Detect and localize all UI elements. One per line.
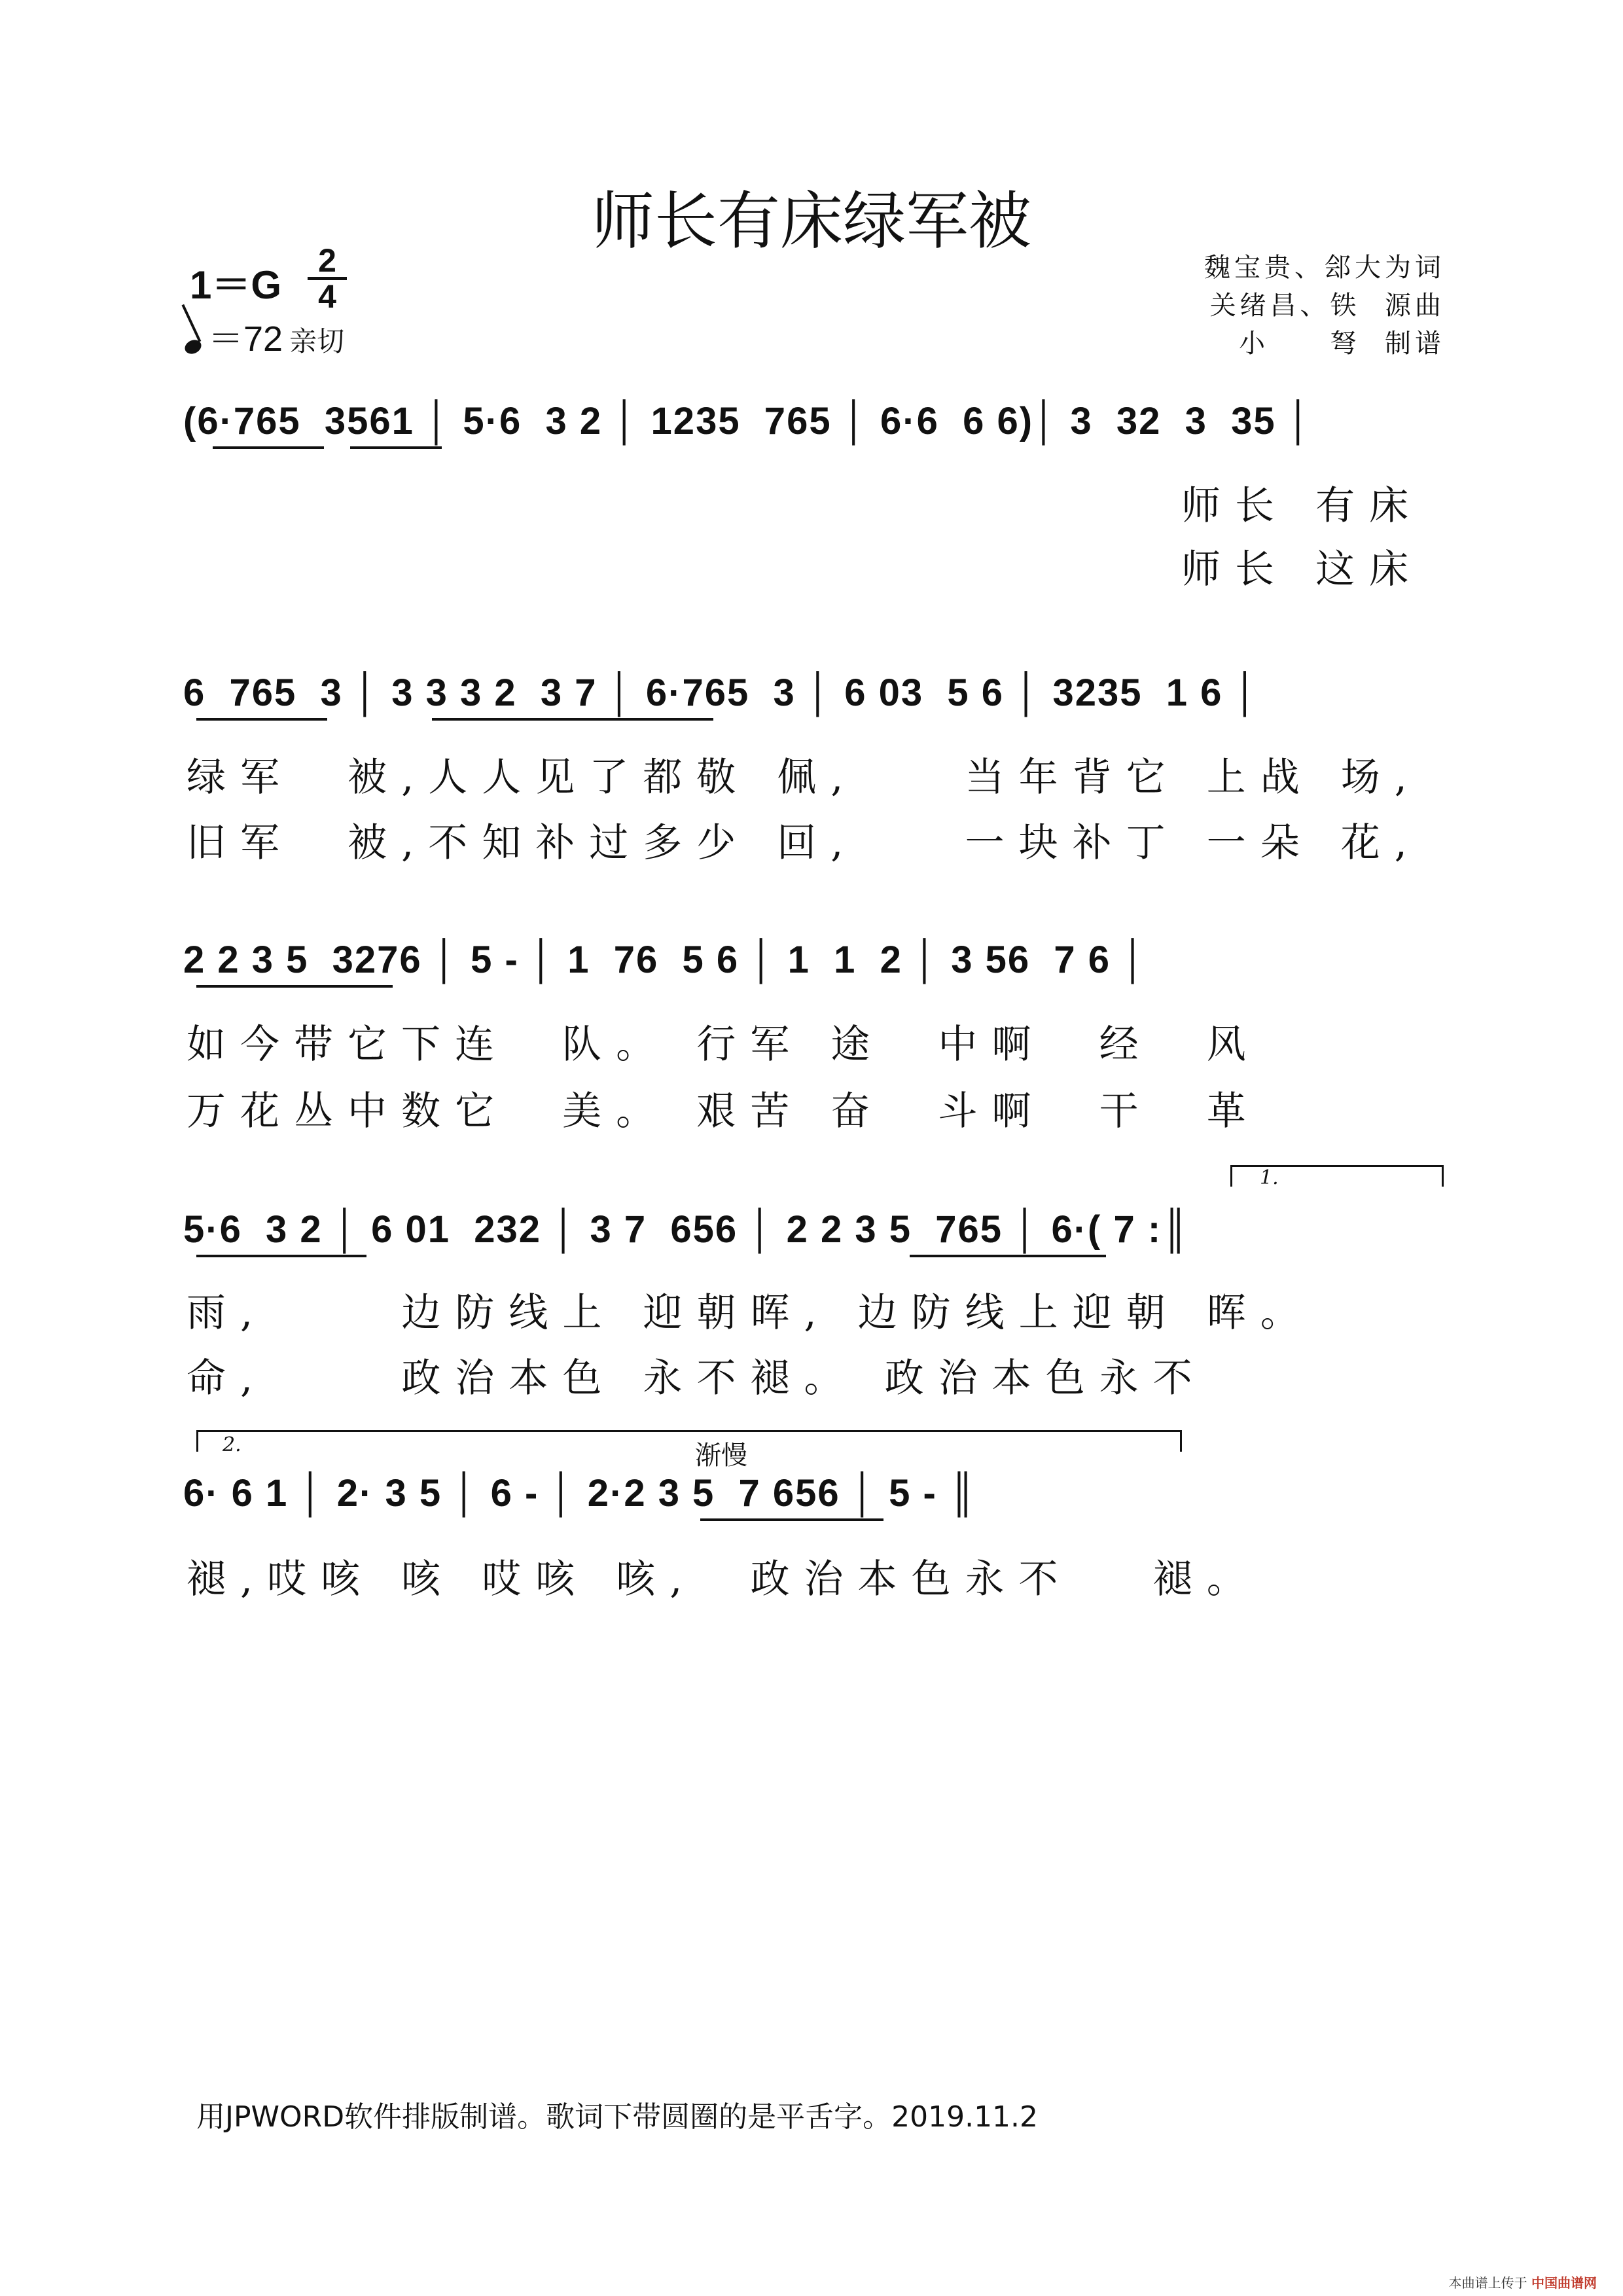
- credit-lyricist: 魏宝贵、郐大为词: [1204, 253, 1445, 283]
- lyric-line-3b: 万花丛中数它 美。 艰苦 奋 斗啊 干 革: [187, 1088, 1260, 1134]
- lyric-line-4b: 命, 政治本色 永不褪。 政治本色永不: [187, 1355, 1207, 1401]
- lyric-line-5: 褪,哎咳 咳 哎咳 咳, 政治本色永不 褪。: [187, 1556, 1260, 1602]
- tempo-marking: [185, 311, 344, 361]
- credit-arranger: 小 弩 制谱: [1238, 329, 1445, 359]
- credit-composer: 关绪昌、铁 源曲: [1209, 291, 1445, 321]
- lyric-line-2b: 旧军 被,不知补过多少 回, 一块补丁 一朵 花,: [187, 820, 1421, 866]
- beam-underline: [196, 985, 393, 988]
- site-logo: 中国曲谱网: [1531, 2275, 1597, 2291]
- tempo-mood: 亲切: [289, 326, 345, 357]
- beam-underline: [432, 718, 713, 721]
- score-line-3: 2 2 3 5 3276 │ 5 - │ 1 76 5 6 │ 1 1 2 │ 3 56 7 6 │: [183, 939, 1148, 981]
- score-line-1: (6·765 3561 │ 5·6 3 2 │ 1235 765 │ 6·6 6 6)│ 3 32 3 35 │: [183, 400, 1313, 442]
- lyric-line-1b: 师长 这床: [1181, 547, 1423, 592]
- upload-prefix: 本曲谱上传于: [1448, 2275, 1527, 2291]
- tempo-value: ＝72: [208, 319, 283, 359]
- volta-1-bracket: [1230, 1165, 1444, 1187]
- beam-underline: [196, 718, 327, 721]
- beam-underline: [700, 1518, 883, 1521]
- volta-2: 2.: [223, 1433, 241, 1456]
- time-signature-top: 2: [318, 242, 336, 279]
- beam-underline: [350, 446, 442, 449]
- quarter-note-icon: [183, 337, 204, 356]
- lyric-line-1a: 师长 有床: [1181, 483, 1423, 529]
- score-line-5: 6· 6 1 │ 2· 3 5 │ 6 - │ 2·2 3 5 7 656 │ 5 - ║: [183, 1472, 978, 1515]
- beam-underline: [213, 446, 324, 449]
- lyric-line-3a: 如今带它下连 队。 行军 途 中啊 经 风: [187, 1022, 1260, 1067]
- beam-underline: [196, 1255, 366, 1257]
- beam-underline: [910, 1255, 1106, 1257]
- key-signature: 1＝G: [190, 263, 282, 307]
- lyric-line-2a: 绿军 被,人人见了都敬 佩, 当年背它 上战 场,: [187, 755, 1421, 800]
- score-line-4: 5·6 3 2 │ 6 01 232 │ 3 7 656 │ 2 2 3 5 765 │ 6·( 7 :║: [183, 1208, 1190, 1251]
- footer-note: 用JPWORD软件排版制谱。歌词下带圆圈的是平舌字。2019.11.2: [196, 2100, 1039, 2134]
- lyric-line-4a: 雨, 边防线上 迎朝晖, 边防线上迎朝 晖。: [187, 1290, 1314, 1336]
- time-signature-bottom: 4: [318, 278, 336, 315]
- credits: [1204, 249, 1445, 363]
- time-signature: [308, 242, 347, 315]
- volta-2-bracket: [196, 1430, 1182, 1452]
- score-line-2: 6 765 3 │ 3 3 3 2 3 7 │ 6·765 3 │ 6 03 5 6 │ 3235 1 6 │: [183, 672, 1260, 714]
- page-title: 师长有床绿军被: [592, 185, 1031, 258]
- volta-1: 1.: [1260, 1166, 1279, 1189]
- tempo-change-marking: 渐慢: [695, 1441, 747, 1471]
- upload-watermark: [1449, 2272, 1597, 2291]
